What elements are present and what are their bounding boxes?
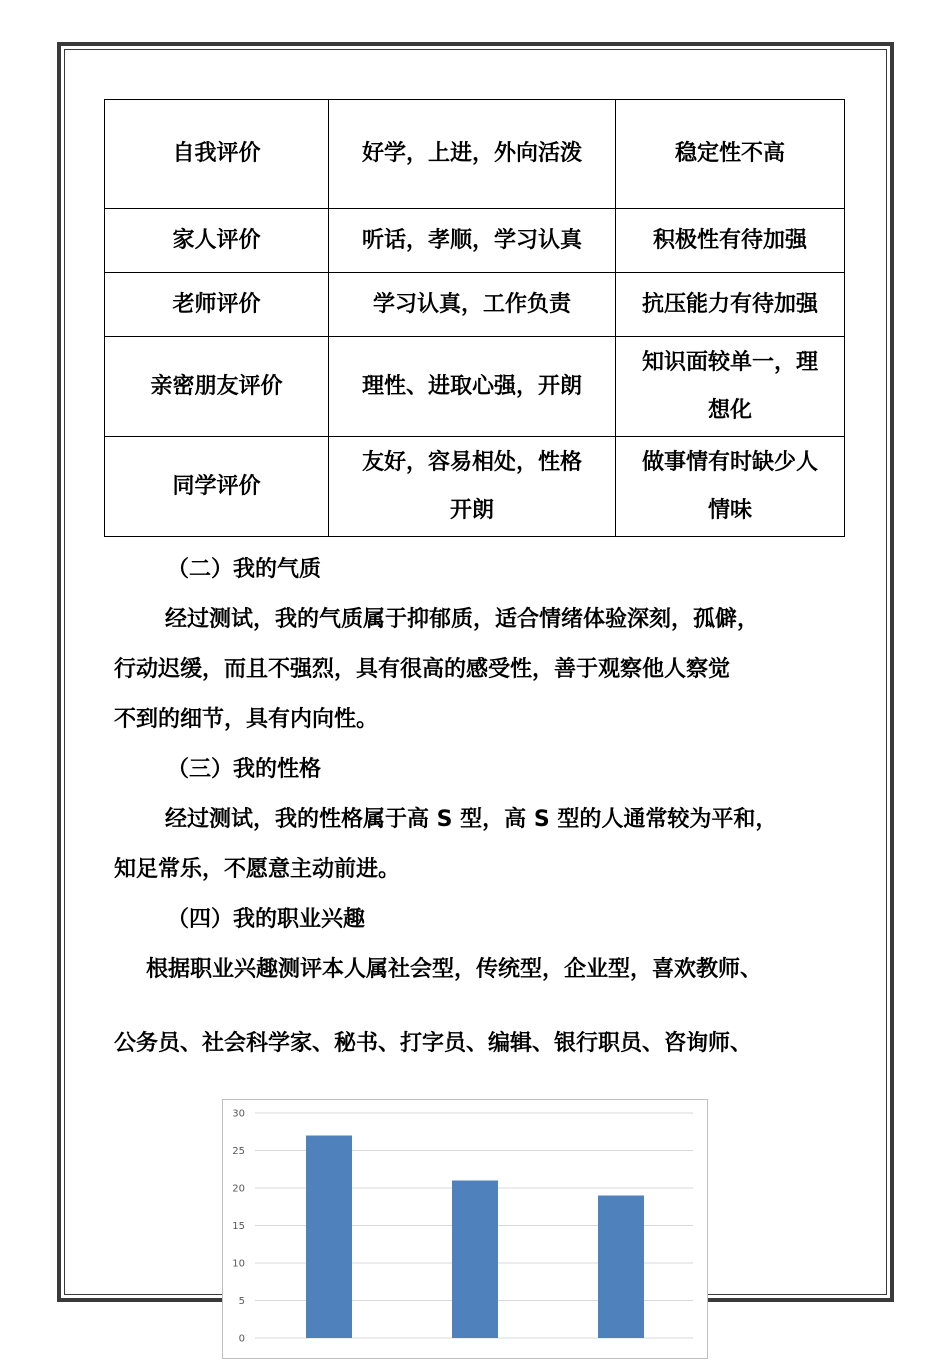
table-cell: 好学，上进，外向活泼 [329,100,616,209]
table-row [105,100,845,209]
y-tick-label: 0 [238,1333,245,1345]
paragraph-line: 行动迟缓，而且不强烈，具有很高的感受性，善于观察他人察觉 [114,657,731,682]
section-heading-personality: （三）我的性格 [167,757,322,782]
cell-line: 友好，容易相处，性格 [361,449,582,475]
cell-line: 想化 [707,397,752,423]
paragraph-line: 根据职业兴趣测评本人属社会型，传统型，企业型，喜欢教师、 [146,957,763,982]
table-cell: 听话，孝顺，学习认真 [329,209,616,273]
table-cell: 抗压能力有待加强 [616,273,845,337]
paragraph-line: 经过测试，我的气质属于抑郁质，适合情绪体验深刻，孤僻， [165,607,760,632]
paragraph-line: 公务员、社会科学家、秘书、打字员、编辑、银行职员、咨询师、 [114,1031,753,1056]
table-cell: 老师评价 [105,273,329,337]
y-tick-label: 5 [238,1296,245,1307]
table-cell [329,437,616,537]
cell-line: 做事情有时缺少人 [641,449,818,475]
table-row [105,273,845,337]
evaluation-table [104,99,845,537]
table-cell: 理性、进取心强，开朗 [329,337,616,437]
y-tick-label: 30 [232,1108,245,1120]
table-cell: 自我评价 [105,100,329,209]
table-cell: 家人评价 [105,209,329,273]
bar [306,1136,352,1339]
bar [598,1196,644,1339]
table-cell: 稳定性不高 [616,100,845,209]
bar [452,1181,498,1339]
table-cell: 同学评价 [105,437,329,537]
cell-line: 知识面较单一，理 [641,349,818,375]
paragraph-line: 经过测试，我的性格属于高 S 型，高 S 型的人通常较为平和， [165,807,778,832]
table-row [105,337,845,437]
table-cell: 学习认真，工作负责 [329,273,616,337]
table-row [105,209,845,273]
cell-line: 情味 [707,497,752,523]
paragraph-line: 不到的细节，具有内向性。 [114,707,379,732]
section-heading-temperament: （二）我的气质 [167,557,322,582]
table-cell: 亲密朋友评价 [105,337,329,437]
table-row [105,437,845,537]
section-heading-career-interest: （四）我的职业兴趣 [167,907,366,932]
y-tick-label: 25 [232,1146,245,1157]
y-tick-label: 10 [232,1258,245,1270]
bar-chart [222,1099,708,1359]
y-tick-label: 15 [232,1221,245,1232]
y-tick-label: 20 [232,1183,245,1195]
table-cell [616,437,845,537]
chart-svg [223,1100,709,1360]
table-cell: 积极性有待加强 [616,209,845,273]
cell-line: 开朗 [449,497,494,523]
paragraph-line: 知足常乐，不愿意主动前进。 [114,857,401,882]
table-cell [616,337,845,437]
